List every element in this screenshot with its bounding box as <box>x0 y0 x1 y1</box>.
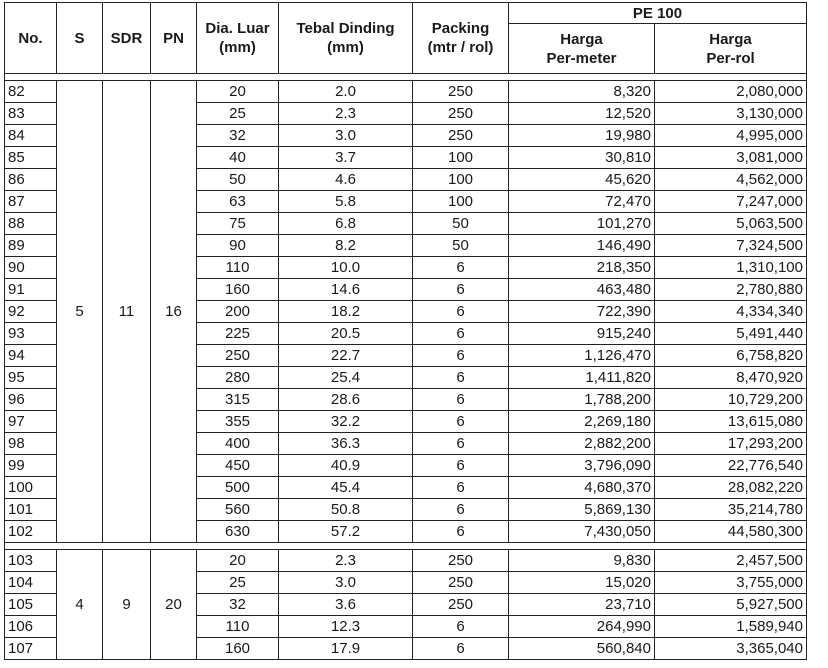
cell-no: 93 <box>5 323 57 345</box>
cell-no: 101 <box>5 499 57 521</box>
cell-harga-per-rol: 2,457,500 <box>655 550 807 572</box>
cell-tebal-dinding: 36.3 <box>279 433 413 455</box>
cell-tebal-dinding: 3.0 <box>279 125 413 147</box>
group-separator <box>5 543 807 550</box>
cell-packing: 50 <box>413 213 509 235</box>
header-harga-rol-line1: Harga <box>709 30 752 48</box>
cell-s: 4 <box>57 550 103 660</box>
cell-packing: 250 <box>413 572 509 594</box>
cell-packing: 6 <box>413 411 509 433</box>
cell-no: 105 <box>5 594 57 616</box>
cell-tebal-dinding: 50.8 <box>279 499 413 521</box>
cell-dia-luar: 32 <box>197 125 279 147</box>
cell-s: 5 <box>57 81 103 543</box>
cell-harga-per-meter: 722,390 <box>509 301 655 323</box>
cell-no: 83 <box>5 103 57 125</box>
cell-harga-per-meter: 72,470 <box>509 191 655 213</box>
cell-tebal-dinding: 10.0 <box>279 257 413 279</box>
cell-harga-per-rol: 2,080,000 <box>655 81 807 103</box>
header-group-pe100: PE 100 <box>509 3 807 24</box>
cell-harga-per-rol: 5,927,500 <box>655 594 807 616</box>
cell-dia-luar: 32 <box>197 594 279 616</box>
cell-dia-luar: 50 <box>197 169 279 191</box>
cell-harga-per-meter: 7,430,050 <box>509 521 655 543</box>
cell-no: 98 <box>5 433 57 455</box>
header-packing-line1: Packing <box>431 20 490 37</box>
cell-tebal-dinding: 5.8 <box>279 191 413 213</box>
price-table <box>4 2 807 660</box>
cell-dia-luar: 110 <box>197 616 279 638</box>
cell-tebal-dinding: 2.3 <box>279 103 413 125</box>
cell-harga-per-rol: 8,470,920 <box>655 367 807 389</box>
cell-no: 95 <box>5 367 57 389</box>
cell-harga-per-meter: 2,882,200 <box>509 433 655 455</box>
cell-dia-luar: 450 <box>197 455 279 477</box>
cell-no: 87 <box>5 191 57 213</box>
cell-tebal-dinding: 17.9 <box>279 638 413 660</box>
cell-harga-per-rol: 3,755,000 <box>655 572 807 594</box>
cell-pn: 20 <box>151 550 197 660</box>
header-pn: PN <box>151 3 197 74</box>
cell-no: 89 <box>5 235 57 257</box>
cell-harga-per-meter: 4,680,370 <box>509 477 655 499</box>
cell-harga-per-meter: 1,788,200 <box>509 389 655 411</box>
cell-harga-per-rol: 22,776,540 <box>655 455 807 477</box>
cell-harga-per-rol: 17,293,200 <box>655 433 807 455</box>
header-packing <box>413 3 509 74</box>
cell-tebal-dinding: 14.6 <box>279 279 413 301</box>
cell-dia-luar: 25 <box>197 103 279 125</box>
cell-no: 84 <box>5 125 57 147</box>
cell-no: 104 <box>5 572 57 594</box>
cell-dia-luar: 250 <box>197 345 279 367</box>
cell-packing: 6 <box>413 257 509 279</box>
cell-packing: 6 <box>413 477 509 499</box>
cell-tebal-dinding: 40.9 <box>279 455 413 477</box>
cell-sdr: 9 <box>103 550 151 660</box>
cell-no: 100 <box>5 477 57 499</box>
table-row <box>5 550 807 572</box>
cell-harga-per-rol: 7,247,000 <box>655 191 807 213</box>
cell-harga-per-rol: 7,324,500 <box>655 235 807 257</box>
cell-tebal-dinding: 12.3 <box>279 616 413 638</box>
cell-harga-per-meter: 264,990 <box>509 616 655 638</box>
cell-harga-per-meter: 915,240 <box>509 323 655 345</box>
cell-dia-luar: 315 <box>197 389 279 411</box>
cell-dia-luar: 560 <box>197 499 279 521</box>
cell-packing: 6 <box>413 345 509 367</box>
group-separator <box>5 74 807 81</box>
cell-harga-per-meter: 15,020 <box>509 572 655 594</box>
header-harga-per-meter <box>509 24 655 74</box>
cell-harga-per-meter: 146,490 <box>509 235 655 257</box>
cell-no: 91 <box>5 279 57 301</box>
cell-harga-per-rol: 10,729,200 <box>655 389 807 411</box>
cell-harga-per-rol: 5,491,440 <box>655 323 807 345</box>
cell-dia-luar: 75 <box>197 213 279 235</box>
cell-no: 103 <box>5 550 57 572</box>
cell-dia-luar: 25 <box>197 572 279 594</box>
header-dia-luar-line2: (mm) <box>219 39 256 56</box>
cell-no: 92 <box>5 301 57 323</box>
cell-packing: 6 <box>413 279 509 301</box>
cell-packing: 250 <box>413 594 509 616</box>
cell-harga-per-meter: 45,620 <box>509 169 655 191</box>
cell-packing: 6 <box>413 638 509 660</box>
cell-dia-luar: 20 <box>197 81 279 103</box>
cell-no: 85 <box>5 147 57 169</box>
cell-tebal-dinding: 22.7 <box>279 345 413 367</box>
cell-dia-luar: 40 <box>197 147 279 169</box>
cell-harga-per-rol: 4,562,000 <box>655 169 807 191</box>
cell-tebal-dinding: 8.2 <box>279 235 413 257</box>
header-tebal-line1: Tebal Dinding <box>296 20 395 37</box>
header-dia-luar <box>197 3 279 74</box>
header-harga-meter-line2: Per-meter <box>546 49 617 67</box>
cell-packing: 6 <box>413 301 509 323</box>
cell-harga-per-rol: 1,310,100 <box>655 257 807 279</box>
cell-no: 107 <box>5 638 57 660</box>
cell-no: 86 <box>5 169 57 191</box>
cell-harga-per-meter: 3,796,090 <box>509 455 655 477</box>
cell-packing: 250 <box>413 81 509 103</box>
table-body <box>5 74 807 660</box>
cell-no: 94 <box>5 345 57 367</box>
cell-harga-per-meter: 5,869,130 <box>509 499 655 521</box>
cell-tebal-dinding: 2.3 <box>279 550 413 572</box>
cell-sdr: 11 <box>103 81 151 543</box>
cell-no: 90 <box>5 257 57 279</box>
cell-harga-per-rol: 1,589,940 <box>655 616 807 638</box>
cell-dia-luar: 630 <box>197 521 279 543</box>
header-sdr: SDR <box>103 3 151 74</box>
cell-tebal-dinding: 2.0 <box>279 81 413 103</box>
cell-dia-luar: 160 <box>197 279 279 301</box>
cell-no: 82 <box>5 81 57 103</box>
cell-harga-per-rol: 4,334,340 <box>655 301 807 323</box>
cell-harga-per-meter: 560,840 <box>509 638 655 660</box>
cell-dia-luar: 160 <box>197 638 279 660</box>
cell-harga-per-rol: 5,063,500 <box>655 213 807 235</box>
cell-tebal-dinding: 28.6 <box>279 389 413 411</box>
cell-dia-luar: 200 <box>197 301 279 323</box>
cell-no: 97 <box>5 411 57 433</box>
header-s: S <box>57 3 103 74</box>
cell-tebal-dinding: 6.8 <box>279 213 413 235</box>
cell-packing: 6 <box>413 455 509 477</box>
cell-tebal-dinding: 3.6 <box>279 594 413 616</box>
header-tebal-line2: (mm) <box>327 39 364 56</box>
cell-packing: 6 <box>413 616 509 638</box>
cell-packing: 250 <box>413 125 509 147</box>
cell-dia-luar: 90 <box>197 235 279 257</box>
table-row <box>5 81 807 103</box>
cell-packing: 6 <box>413 521 509 543</box>
cell-no: 88 <box>5 213 57 235</box>
cell-harga-per-rol: 44,580,300 <box>655 521 807 543</box>
cell-packing: 100 <box>413 169 509 191</box>
cell-harga-per-rol: 35,214,780 <box>655 499 807 521</box>
cell-packing: 6 <box>413 433 509 455</box>
cell-tebal-dinding: 4.6 <box>279 169 413 191</box>
cell-harga-per-rol: 4,995,000 <box>655 125 807 147</box>
separator-cell <box>5 74 807 81</box>
cell-harga-per-meter: 9,830 <box>509 550 655 572</box>
cell-packing: 6 <box>413 367 509 389</box>
cell-no: 106 <box>5 616 57 638</box>
cell-harga-per-rol: 3,365,040 <box>655 638 807 660</box>
cell-harga-per-meter: 23,710 <box>509 594 655 616</box>
cell-dia-luar: 63 <box>197 191 279 213</box>
header-harga-rol-line2: Per-rol <box>706 49 755 67</box>
separator-cell <box>5 543 807 550</box>
header-packing-line2: (mtr / rol) <box>427 39 494 56</box>
header-no: No. <box>5 3 57 74</box>
cell-dia-luar: 500 <box>197 477 279 499</box>
cell-packing: 6 <box>413 389 509 411</box>
cell-harga-per-meter: 101,270 <box>509 213 655 235</box>
cell-harga-per-rol: 3,081,000 <box>655 147 807 169</box>
cell-pn: 16 <box>151 81 197 543</box>
cell-harga-per-rol: 3,130,000 <box>655 103 807 125</box>
cell-packing: 250 <box>413 550 509 572</box>
cell-harga-per-meter: 218,350 <box>509 257 655 279</box>
cell-packing: 6 <box>413 499 509 521</box>
cell-packing: 100 <box>413 147 509 169</box>
cell-dia-luar: 355 <box>197 411 279 433</box>
cell-harga-per-meter: 463,480 <box>509 279 655 301</box>
cell-packing: 100 <box>413 191 509 213</box>
cell-harga-per-rol: 28,082,220 <box>655 477 807 499</box>
cell-tebal-dinding: 25.4 <box>279 367 413 389</box>
cell-harga-per-rol: 6,758,820 <box>655 345 807 367</box>
cell-tebal-dinding: 57.2 <box>279 521 413 543</box>
cell-dia-luar: 110 <box>197 257 279 279</box>
table-header <box>5 3 807 74</box>
cell-tebal-dinding: 32.2 <box>279 411 413 433</box>
cell-harga-per-meter: 30,810 <box>509 147 655 169</box>
cell-tebal-dinding: 3.0 <box>279 572 413 594</box>
cell-harga-per-rol: 13,615,080 <box>655 411 807 433</box>
cell-dia-luar: 280 <box>197 367 279 389</box>
cell-no: 99 <box>5 455 57 477</box>
cell-harga-per-rol: 2,780,880 <box>655 279 807 301</box>
header-dia-luar-line1: Dia. Luar <box>205 20 270 37</box>
cell-dia-luar: 225 <box>197 323 279 345</box>
cell-tebal-dinding: 3.7 <box>279 147 413 169</box>
cell-tebal-dinding: 18.2 <box>279 301 413 323</box>
cell-no: 102 <box>5 521 57 543</box>
cell-packing: 50 <box>413 235 509 257</box>
cell-tebal-dinding: 45.4 <box>279 477 413 499</box>
cell-dia-luar: 20 <box>197 550 279 572</box>
cell-harga-per-meter: 2,269,180 <box>509 411 655 433</box>
header-tebal-dinding <box>279 3 413 74</box>
cell-harga-per-meter: 1,411,820 <box>509 367 655 389</box>
cell-packing: 6 <box>413 323 509 345</box>
cell-harga-per-meter: 8,320 <box>509 81 655 103</box>
header-harga-meter-line1: Harga <box>560 30 603 48</box>
cell-no: 96 <box>5 389 57 411</box>
cell-packing: 250 <box>413 103 509 125</box>
cell-harga-per-meter: 1,126,470 <box>509 345 655 367</box>
cell-harga-per-meter: 12,520 <box>509 103 655 125</box>
header-harga-per-rol <box>655 24 807 74</box>
cell-harga-per-meter: 19,980 <box>509 125 655 147</box>
cell-tebal-dinding: 20.5 <box>279 323 413 345</box>
cell-dia-luar: 400 <box>197 433 279 455</box>
